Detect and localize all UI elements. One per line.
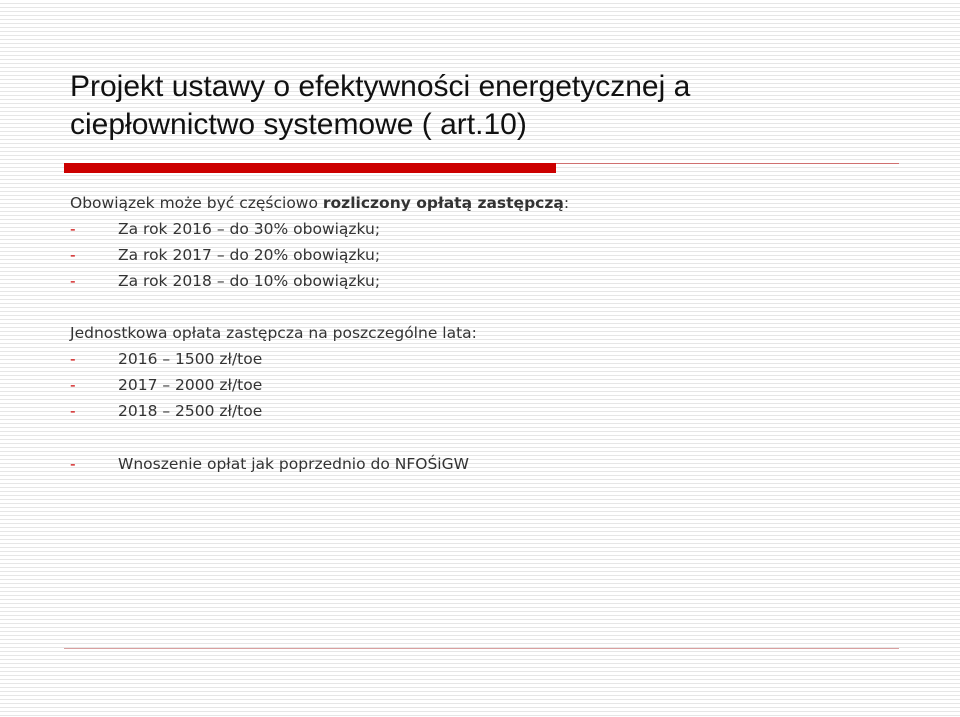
fee-item — [70, 346, 910, 372]
dash-bullet: - — [70, 272, 76, 290]
dash-bullet: - — [70, 455, 76, 473]
intro-prefix: Obowiązek może być częściowo — [70, 194, 323, 212]
obligation-text: Za rok 2017 – do 20% obowiązku; — [118, 246, 381, 264]
obligation-text: Za rok 2018 – do 10% obowiązku; — [118, 272, 381, 290]
slide-title-line-1: Projekt ustawy o efektywności energetycznej a — [70, 70, 691, 103]
fee-text: 2016 – 1500 zł/toe — [118, 350, 263, 368]
fee-text: 2018 – 2500 zł/toe — [118, 402, 263, 420]
final-note-text: Wnoszenie opłat jak poprzednio do NFOŚiGW — [118, 455, 469, 473]
final-note — [70, 451, 910, 477]
obligation-item — [70, 268, 910, 294]
dash-bullet: - — [70, 246, 76, 264]
fee-heading: Jednostkowa opłata zastępcza na poszczególne lata: — [70, 324, 477, 342]
intro-paragraph — [70, 190, 910, 216]
intro-bold-phrase: rozliczony opłatą zastępczą — [322, 194, 564, 212]
title-accent-bar — [64, 163, 556, 173]
fee-item — [70, 372, 910, 398]
obligation-item — [70, 216, 910, 242]
slide-title-line-2: ciepłownictwo systemowe ( art.10) — [70, 108, 527, 141]
fee-item — [70, 398, 910, 424]
intro-suffix: : — [563, 194, 570, 212]
slide-title — [70, 68, 910, 144]
slide-content — [70, 190, 910, 477]
obligation-item — [70, 242, 910, 268]
footer-divider — [64, 648, 899, 649]
dash-bullet: - — [70, 220, 76, 238]
fee-text: 2017 – 2000 zł/toe — [118, 376, 263, 394]
title-accent-line — [556, 163, 899, 164]
dash-bullet: - — [70, 350, 76, 368]
dash-bullet: - — [70, 402, 76, 420]
obligation-text: Za rok 2016 – do 30% obowiązku; — [118, 220, 381, 238]
dash-bullet: - — [70, 376, 76, 394]
